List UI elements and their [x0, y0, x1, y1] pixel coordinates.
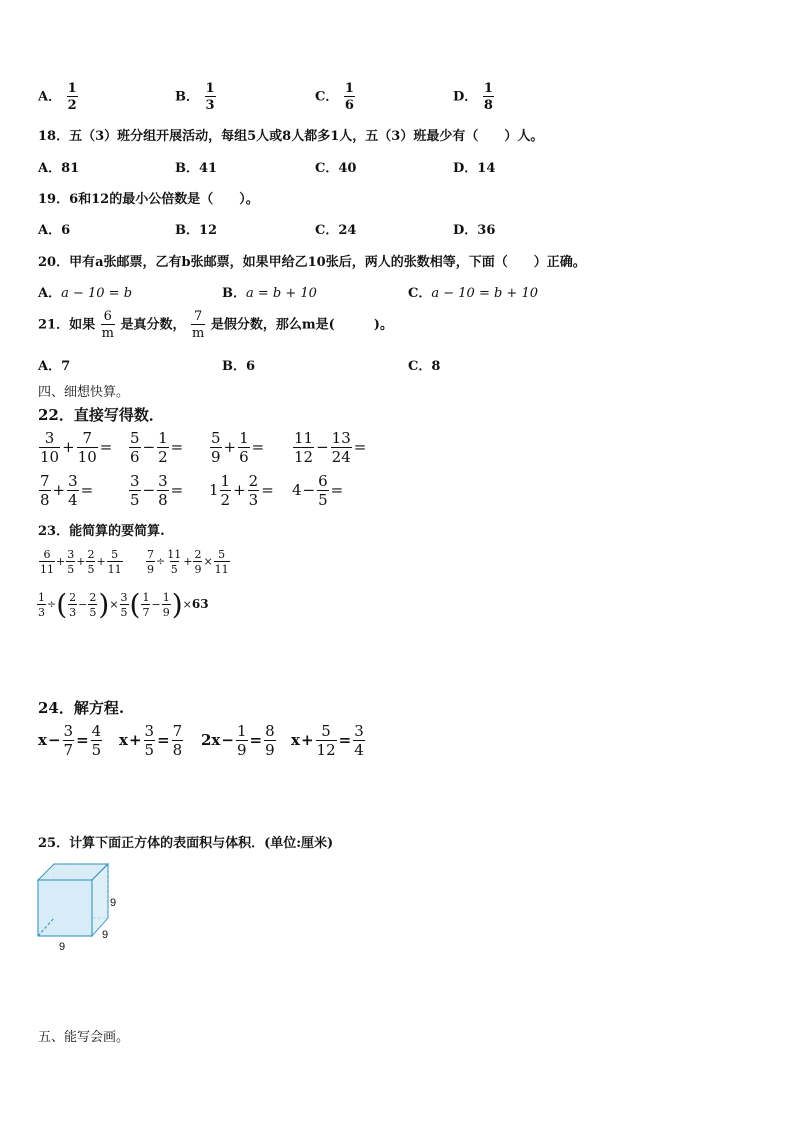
equals: =	[170, 481, 184, 499]
q18-option-c: C．40	[315, 161, 357, 176]
q22-item-7	[209, 474, 275, 508]
denominator: 5	[318, 491, 328, 509]
q21-suffix: 是假分数，那么m是( )。	[210, 317, 393, 333]
numerator: 13	[331, 429, 351, 447]
operator: −	[316, 438, 329, 456]
q21-prefix: 21．如果	[38, 317, 96, 333]
option-letter: B．	[222, 286, 246, 301]
numerator: 3	[67, 548, 75, 561]
operator: ×	[109, 598, 119, 611]
numerator: 6	[318, 472, 328, 490]
numerator: 5	[218, 548, 226, 561]
q22-item-6	[128, 474, 184, 508]
q19-option-c: C．24	[315, 223, 357, 238]
option-letter: C．	[315, 89, 339, 105]
q23-title: 23．能简算的要简算.	[38, 524, 165, 539]
equals: =	[249, 731, 263, 749]
denominator: 5	[87, 563, 95, 576]
operator: +	[56, 555, 66, 568]
numerator: 2	[248, 472, 259, 490]
left-paren: (	[129, 588, 141, 621]
numerator: 7	[147, 548, 154, 561]
operator: +	[76, 555, 86, 568]
denominator: m	[101, 326, 114, 341]
numerator: 1	[236, 722, 247, 740]
operator: −	[142, 438, 156, 456]
denominator: 4	[68, 491, 78, 509]
denominator: 6	[239, 448, 249, 466]
q20-text: 20．甲有a张邮票，乙有b张邮票，如果甲给乙10张后，两人的张数相等，下面（ ）正确。	[38, 255, 586, 270]
equals: =	[170, 438, 184, 456]
option-letter: C．	[408, 286, 432, 301]
operator: +	[183, 555, 193, 568]
q18-option-a: A．81	[38, 161, 80, 176]
denominator: 5	[91, 741, 102, 759]
option-letter: A．	[38, 89, 62, 105]
q22-item-5	[38, 474, 94, 508]
numerator: 3	[130, 472, 140, 490]
operator: +	[233, 481, 246, 499]
numerator: 2	[87, 548, 95, 561]
denominator: 5	[89, 606, 97, 619]
option-letter: B．	[175, 89, 199, 105]
denominator: 8	[40, 491, 50, 509]
equals: =	[251, 438, 265, 456]
numerator: 3	[354, 722, 364, 740]
denominator: 12	[294, 448, 314, 466]
q24-title: 24．解方程.	[38, 699, 125, 717]
q21-option-c: C．8	[408, 359, 441, 374]
denominator: 10	[77, 448, 97, 466]
numerator: 5	[111, 548, 119, 561]
denominator: 5	[67, 563, 75, 576]
denominator: m	[192, 326, 205, 341]
numerator: 3	[44, 429, 55, 447]
denominator: 5	[120, 606, 128, 619]
option-expr: a − 10 = b + 10	[431, 286, 538, 301]
denominator: 8	[483, 98, 493, 113]
operator: +	[223, 438, 237, 456]
q17-option-b	[175, 82, 217, 112]
q20-option-a	[38, 282, 132, 301]
q21-mid: 是真分数，	[120, 317, 186, 333]
operator: −	[221, 731, 234, 749]
q24-eq-2	[119, 724, 184, 758]
operator: +	[128, 731, 142, 749]
denominator: 6	[344, 98, 354, 113]
q23-expr-2	[145, 549, 231, 575]
q20-option-b	[222, 282, 317, 301]
numerator: 1	[220, 472, 231, 490]
q17-option-c	[315, 82, 356, 112]
q22-item-3	[209, 431, 265, 465]
whole-number: 1	[209, 481, 219, 499]
equals: =	[76, 731, 89, 749]
numerator: 1	[239, 429, 249, 447]
q22-title: 22．直接写得数．	[38, 406, 164, 424]
operator: ÷	[156, 555, 166, 568]
denominator: 11	[214, 563, 229, 576]
denominator: 5	[130, 491, 140, 509]
section-4-heading: 四、细想快算。	[38, 385, 130, 400]
denominator: 5	[170, 563, 178, 576]
numerator: 7	[82, 429, 92, 447]
denominator: 8	[172, 741, 183, 759]
denominator: 24	[331, 448, 351, 466]
q23-expr-1	[38, 549, 124, 575]
denominator: 10	[40, 448, 60, 466]
numerator: 6	[43, 548, 51, 561]
denominator: 3	[205, 98, 215, 113]
numerator: 2	[69, 591, 77, 604]
equals: =	[99, 438, 113, 456]
q24-eq-3	[201, 724, 277, 758]
q21-option-a: A．7	[38, 359, 71, 374]
numerator: 1	[38, 591, 45, 604]
operator: −	[78, 598, 88, 611]
numerator: 1	[142, 591, 150, 604]
numerator: 5	[130, 429, 140, 447]
option-expr: a − 10 = b	[61, 286, 133, 301]
q22-item-4	[292, 431, 367, 465]
cube-diagram	[30, 858, 130, 954]
numerator: 1	[162, 591, 170, 604]
numerator: 1	[344, 81, 354, 96]
q19-text: 19．6和12的最小公倍数是（ ）。	[38, 192, 259, 207]
numerator: 3	[158, 472, 168, 490]
numerator: 5	[211, 429, 221, 447]
numerator: 11	[167, 548, 182, 561]
q24-eq-1	[38, 724, 103, 758]
operator: +	[52, 481, 66, 499]
numerator: 3	[144, 722, 155, 740]
denominator: 9	[194, 563, 202, 576]
q22-item-2	[128, 431, 184, 465]
denominator: 3	[38, 606, 45, 619]
cube-width-label: 9	[59, 941, 66, 953]
denominator: 8	[158, 491, 168, 509]
numerator: 3	[68, 472, 78, 490]
denominator: 7	[63, 741, 74, 759]
denominator: 9	[265, 741, 275, 759]
cube-height-label: 9	[110, 897, 117, 909]
q17-option-a	[38, 82, 79, 112]
variable: x	[119, 731, 128, 749]
operator: +	[62, 438, 75, 456]
numerator: 7	[40, 472, 50, 490]
numerator: 2	[194, 548, 202, 561]
q18-option-b: B．41	[175, 161, 218, 176]
q19-option-a: A．6	[38, 223, 71, 238]
equals: =	[80, 481, 94, 499]
right-paren: )	[98, 588, 110, 621]
q18-option-d: D．14	[453, 161, 496, 176]
operator: −	[151, 598, 161, 611]
variable: x	[291, 731, 300, 749]
denominator: 2	[158, 448, 168, 466]
denominator: 3	[248, 491, 259, 509]
numerator: 8	[265, 722, 275, 740]
denominator: 9	[162, 606, 170, 619]
operator: ÷	[47, 598, 57, 611]
numerator: 5	[321, 722, 331, 740]
q23-expr-3	[36, 588, 209, 621]
numerator: 6	[103, 309, 112, 324]
denominator: 11	[107, 563, 122, 576]
numerator: 1	[483, 81, 493, 96]
equals: =	[261, 481, 274, 499]
denominator: 9	[236, 741, 247, 759]
operator: −	[47, 731, 61, 749]
equals: =	[338, 731, 352, 749]
q21-option-b: B．6	[222, 359, 256, 374]
left-paren: (	[56, 588, 68, 621]
denominator: 2	[67, 98, 77, 113]
variable: x	[38, 731, 47, 749]
option-expr: a = b + 10	[246, 286, 317, 301]
equals: =	[353, 438, 367, 456]
denominator: 6	[130, 448, 140, 466]
denominator: 7	[142, 606, 150, 619]
variable: 2x	[201, 731, 221, 749]
operator: +	[300, 731, 314, 749]
q19-option-b: B．12	[175, 223, 218, 238]
q22-item-1	[38, 431, 113, 465]
numerator: 7	[172, 722, 183, 740]
q22-item-8	[292, 474, 344, 508]
q17-option-d	[453, 82, 495, 112]
operator: ×	[203, 555, 213, 568]
operator: +	[96, 555, 106, 568]
option-letter: D．	[453, 89, 478, 105]
q24-eq-4	[291, 724, 366, 758]
numerator: 4	[91, 722, 102, 740]
operator: −	[302, 481, 316, 499]
numerator: 3	[120, 591, 128, 604]
right-paren: )	[171, 588, 183, 621]
numerator: 11	[294, 429, 314, 447]
numerator: 1	[67, 81, 77, 96]
numerator: 7	[194, 309, 203, 324]
q18-text: 18．五（3）班分组开展活动，每组5人或8人都多1人，五（3）班最少有（ ）人。	[38, 129, 544, 144]
denominator: 11	[40, 563, 54, 576]
denominator: 4	[354, 741, 364, 759]
operator: ×	[182, 598, 192, 611]
equals: =	[330, 481, 344, 499]
operator: −	[142, 481, 156, 499]
section-5-heading: 五、能写会画。	[38, 1030, 130, 1045]
numerator: 1	[205, 81, 215, 96]
option-letter: A．	[38, 286, 62, 301]
q21-text	[38, 310, 393, 340]
equals: =	[157, 731, 170, 749]
denominator: 9	[147, 563, 154, 576]
denominator: 2	[220, 491, 231, 509]
numerator: 2	[89, 591, 97, 604]
denominator: 9	[211, 448, 221, 466]
numerator: 1	[158, 429, 168, 447]
whole-number: 4	[292, 481, 302, 499]
multiplier: 63	[191, 597, 209, 611]
q19-option-d: D．36	[453, 223, 496, 238]
q20-option-c	[408, 282, 538, 301]
denominator: 5	[144, 741, 155, 759]
cube-depth-label: 9	[102, 929, 109, 941]
numerator: 3	[63, 722, 74, 740]
q25-title: 25．计算下面正方体的表面积与体积．(单位:厘米)	[38, 836, 334, 851]
denominator: 12	[316, 741, 336, 759]
denominator: 3	[69, 606, 77, 619]
